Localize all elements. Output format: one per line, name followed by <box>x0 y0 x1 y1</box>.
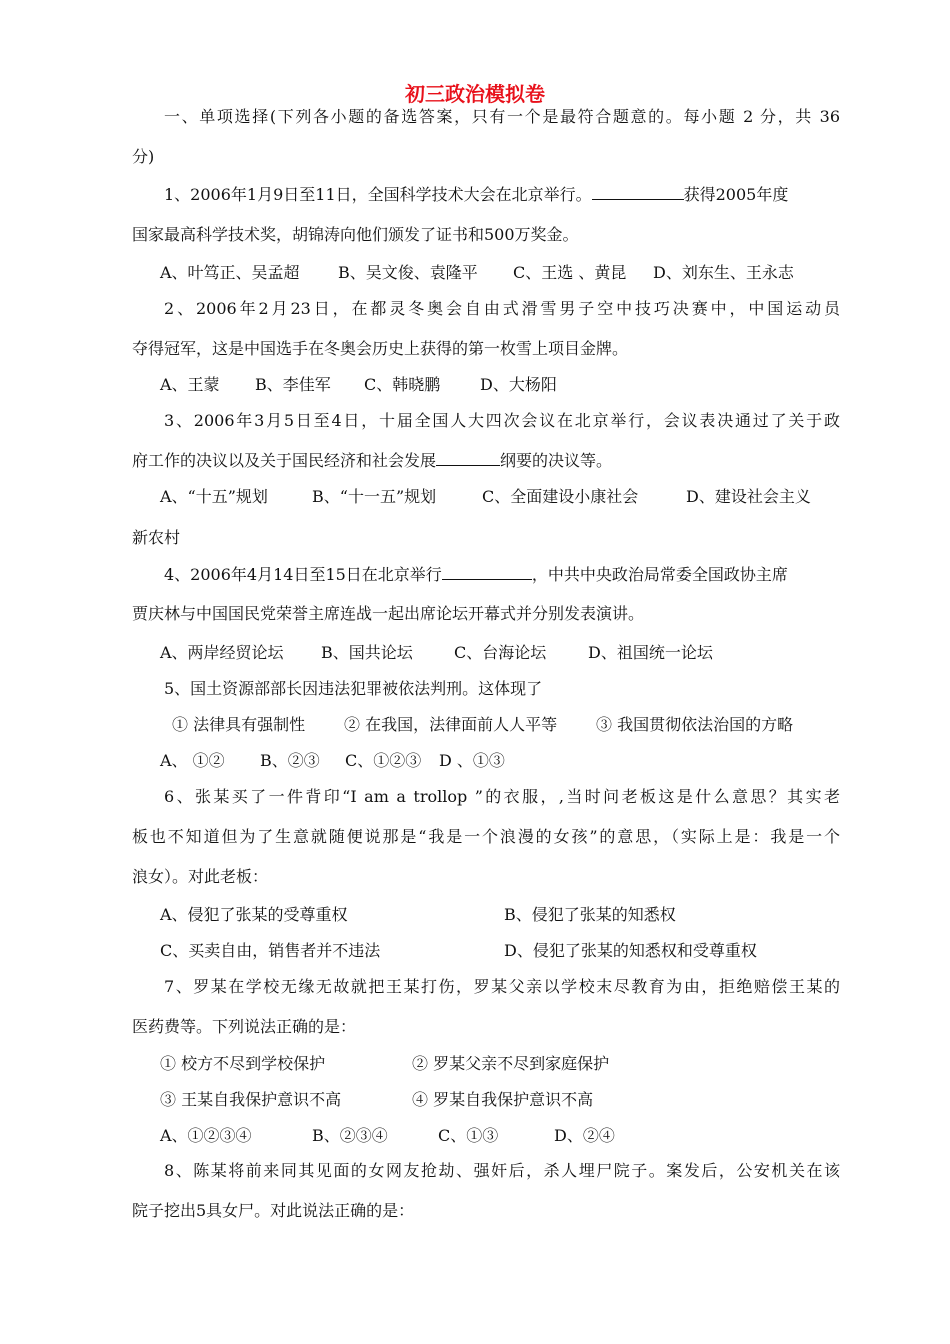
option-c: C、韩晓鹏 <box>364 375 441 394</box>
option-a: A、王蒙 <box>160 375 220 394</box>
option-d: D 、①③ <box>439 751 505 770</box>
option-d: D、侵犯了张某的知悉权和受尊重权 <box>504 941 757 960</box>
statement-1: ① 法律具有强制性 <box>172 715 306 734</box>
question-7-cont: 医药费等。下列说法正确的是： <box>132 1017 357 1036</box>
option-d: D、②④ <box>554 1126 615 1145</box>
option-b: B、吴文俊、袁隆平 <box>338 263 478 282</box>
page-title: 初三政治模拟卷 <box>405 82 545 106</box>
option-b: B、侵犯了张某的知悉权 <box>504 905 676 924</box>
option-b: B、“十一五”规划 <box>312 487 437 506</box>
question-1-cont: 国家最高科学技术奖，胡锦涛向他们颁发了证书和500万奖金。 <box>132 225 579 244</box>
option-d: D、建设社会主义 <box>686 487 811 506</box>
question-3-options-cont: 新农村 <box>132 528 181 547</box>
option-a: A、侵犯了张某的受尊重权 <box>160 905 348 924</box>
option-c: C、台海论坛 <box>454 643 547 662</box>
option-d: D、祖国统一论坛 <box>588 643 713 662</box>
question-5: 5、国土资源部部长因违法犯罪被依法判刑。这体现了 <box>164 679 543 698</box>
option-c: C、王选 、黄昆 <box>513 263 627 282</box>
option-d: D、大杨阳 <box>480 375 557 394</box>
question-4-text: 4、2006年4月14日至15日在北京举行 <box>164 565 442 584</box>
question-4-cont: 贾庆林与中国国民党荣誉主席连战一起出席论坛开幕式并分别发表演讲。 <box>132 604 645 623</box>
option-b: B、李佳军 <box>255 375 331 394</box>
question-2-cont: 夺得冠军，这是中国选手在冬奥会历史上获得的第一枚雪上项目金牌。 <box>132 339 629 358</box>
option-b: B、②③④ <box>312 1126 388 1145</box>
question-6-cont-2: 浪女）。对此老板： <box>132 867 269 886</box>
question-1-text-end: 获得2005年度 <box>683 185 789 204</box>
option-d: D、刘东生、王永志 <box>653 263 794 282</box>
statement-2: ② 罗某父亲不尽到家庭保护 <box>412 1054 610 1073</box>
question-8-cont: 院子挖出5具女尸。对此说法正确的是： <box>132 1201 415 1220</box>
section-heading-cont: 分) <box>132 147 155 166</box>
option-c: C、①②③ <box>345 751 422 770</box>
question-4-text-end: ，中共中央政治局常委全国政协主席 <box>531 565 788 584</box>
option-c: C、①③ <box>438 1126 499 1145</box>
answer-blank <box>442 565 532 580</box>
question-2: 2、2006年2月23日，在都灵冬奥会自由式滑雪男子空中技巧决赛中，中国运动员 <box>164 299 840 318</box>
section-heading: 一、单项选择(下列各小题的备选答案，只有一个是最符合题意的。每小题 2 分，共 36 <box>164 107 840 126</box>
statement-3: ③ 王某自我保护意识不高 <box>160 1090 342 1109</box>
answer-blank <box>592 185 684 200</box>
statement-1: ① 校方不尽到学校保护 <box>160 1054 326 1073</box>
option-a: A、两岸经贸论坛 <box>160 643 284 662</box>
question-3-text-end: 纲要的决议等。 <box>500 451 613 470</box>
statement-4: ④ 罗某自我保护意识不高 <box>412 1090 594 1109</box>
option-b: B、国共论坛 <box>321 643 413 662</box>
answer-blank <box>436 451 500 466</box>
question-6: 6、张某买了一件背印“I am a trollop ”的衣服，,当时问老板这是什么意思？其实老 <box>164 787 840 806</box>
question-4 <box>132 564 840 586</box>
question-6-cont: 板也不知道但为了生意就随便说那是“我是一个浪漫的女孩”的意思，（实际上是：我是一个 <box>132 827 840 846</box>
statement-3: ③ 我国贯彻依法治国的方略 <box>596 715 794 734</box>
option-a: A、①②③④ <box>160 1126 252 1145</box>
statement-2: ② 在我国，法律面前人人平等 <box>344 715 558 734</box>
question-7: 7、罗某在学校无缘无故就把王某打伤，罗某父亲以学校末尽教育为由，拒绝赔偿王某的 <box>164 977 840 996</box>
option-a: A、“十五”规划 <box>160 487 268 506</box>
question-1 <box>132 184 840 206</box>
question-3-cont <box>132 450 840 472</box>
option-c: C、买卖自由，销售者并不违法 <box>160 941 381 960</box>
question-3: 3、2006年3月5日至4日，十届全国人大四次会议在北京举行，会议表决通过了关于政 <box>164 411 840 430</box>
option-a: A、 ①② <box>160 751 225 770</box>
option-a: A、叶笃正、吴孟超 <box>160 263 300 282</box>
option-b: B、②③ <box>260 751 320 770</box>
option-c: C、全面建设小康社会 <box>482 487 639 506</box>
question-8: 8、陈某将前来同其见面的女网友抢劫、强奸后，杀人埋尸院子。案发后，公安机关在该 <box>164 1161 840 1180</box>
question-1-text: 1、2006年1月9日至11日，全国科学技术大会在北京举行。 <box>164 185 592 204</box>
question-3-text: 府工作的决议以及关于国民经济和社会发展 <box>132 451 437 470</box>
